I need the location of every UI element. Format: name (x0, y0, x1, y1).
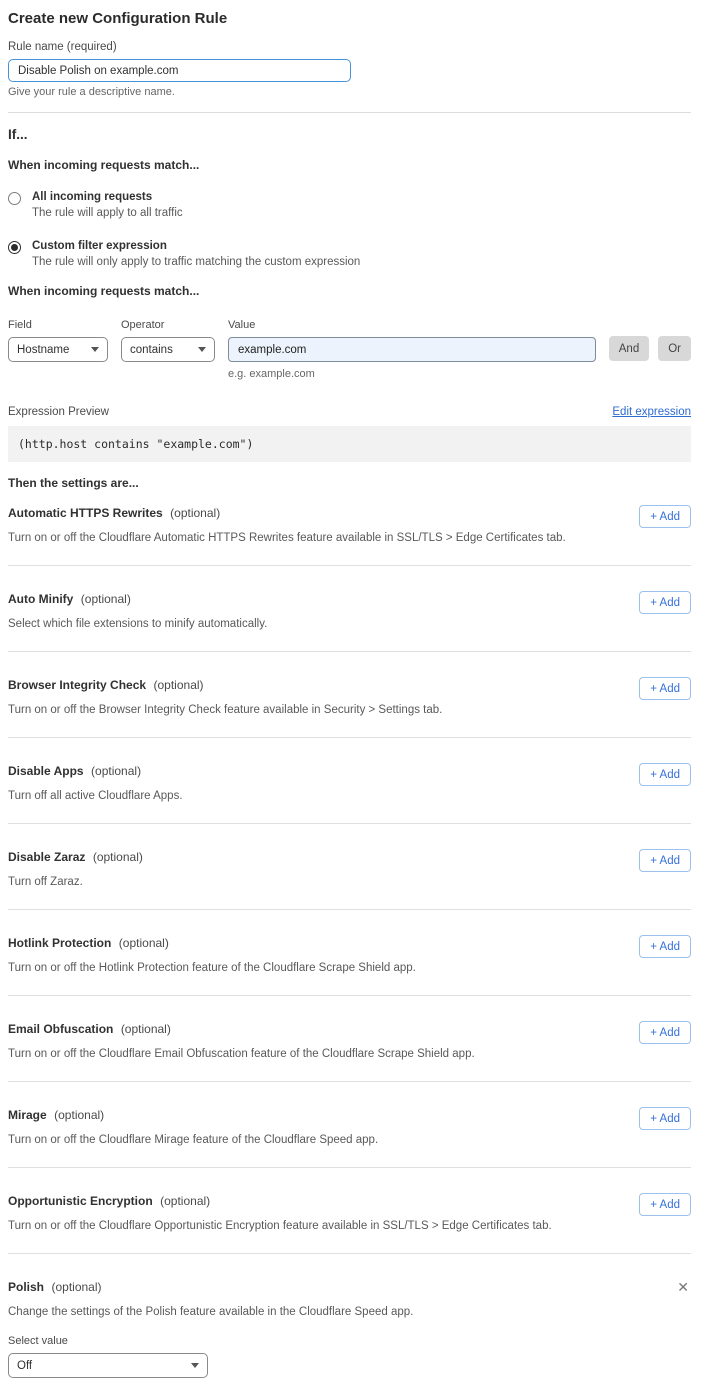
setting-title: Email Obfuscation (optional) (8, 1022, 171, 1036)
incoming-requests-match-heading: When incoming requests match... (8, 158, 200, 172)
rule-name-label: Rule name (required) (8, 41, 117, 53)
radio-option-description: The rule will only apply to traffic matching the custom expression (32, 256, 361, 268)
if-heading: If... (8, 127, 28, 142)
setting-title: Automatic HTTPS Rewrites (optional) (8, 506, 221, 520)
setting-title: Mirage (optional) (8, 1108, 105, 1122)
value-hint: e.g. example.com (228, 368, 315, 380)
radio-option-description: The rule will apply to all traffic (32, 207, 183, 219)
field-label: Field (8, 319, 32, 331)
setting-title: Disable Zaraz (optional) (8, 850, 143, 864)
add-button[interactable]: + Add (639, 1021, 691, 1044)
setting-title: Auto Minify (optional) (8, 592, 131, 606)
add-button[interactable]: + Add (639, 505, 691, 528)
add-button[interactable]: + Add (639, 935, 691, 958)
setting-row-mirage (8, 1082, 691, 1168)
setting-row-disable-zaraz (8, 824, 691, 910)
chevron-down-icon (91, 347, 99, 352)
setting-title: Disable Apps (optional) (8, 764, 142, 778)
setting-row-disable-apps (8, 738, 691, 824)
chevron-down-icon (198, 347, 206, 352)
and-button[interactable]: And (609, 336, 649, 361)
add-button[interactable]: + Add (639, 591, 691, 614)
close-icon[interactable]: ✕ (677, 1279, 689, 1295)
radio-option-label: All incoming requests (32, 191, 153, 203)
add-button[interactable]: + Add (639, 1193, 691, 1216)
field-select-value: Hostname (17, 343, 70, 356)
or-button[interactable]: Or (658, 336, 691, 361)
edit-expression-link[interactable]: Edit expression (612, 406, 691, 418)
setting-title: Polish (optional) (8, 1280, 102, 1294)
select-value-label: Select value (8, 1335, 68, 1347)
expression-builder-row (8, 319, 691, 380)
add-button[interactable]: + Add (639, 849, 691, 872)
setting-row-polish (8, 1254, 691, 1378)
setting-description: Turn on or off the Hotlink Protection feature of the Cloudflare Scrape Shield app. (8, 962, 416, 974)
operator-select-value: contains (130, 343, 173, 356)
setting-description: Turn on or off the Browser Integrity Check feature available in Security > Settings tab. (8, 704, 443, 716)
setting-description: Select which file extensions to minify automatically. (8, 618, 268, 630)
rule-name-input[interactable] (8, 59, 351, 82)
expression-preview-label: Expression Preview (8, 406, 109, 418)
setting-title: Browser Integrity Check (optional) (8, 678, 204, 692)
operator-label: Operator (121, 319, 165, 331)
setting-row-email-obfuscation (8, 996, 691, 1082)
setting-row-hotlink-protection (8, 910, 691, 996)
add-button[interactable]: + Add (639, 763, 691, 786)
setting-description: Turn off Zaraz. (8, 876, 83, 888)
setting-row-browser-integrity-check (8, 652, 691, 738)
radio-option-label: Custom filter expression (32, 240, 167, 252)
add-button[interactable]: + Add (639, 1107, 691, 1130)
setting-row-auto-minify (8, 566, 691, 652)
value-input[interactable] (228, 337, 596, 362)
setting-title: Opportunistic Encryption (optional) (8, 1194, 211, 1208)
setting-row-automatic-https-rewrites (8, 490, 691, 566)
page-title: Create new Configuration Rule (8, 10, 228, 27)
section-divider (8, 112, 691, 113)
chevron-down-icon (191, 1363, 199, 1368)
radio-custom-filter-expression[interactable] (8, 241, 21, 254)
setting-description: Turn on or off the Cloudflare Mirage feature of the Cloudflare Speed app. (8, 1134, 379, 1146)
expression-builder-heading: When incoming requests match... (8, 284, 200, 298)
polish-select-value: Off (17, 1359, 33, 1372)
polish-value-select[interactable] (8, 1353, 208, 1378)
radio-all-incoming-requests[interactable] (8, 192, 21, 205)
setting-description: Change the settings of the Polish feature available in the Cloudflare Speed app. (8, 1306, 414, 1318)
value-label: Value (228, 319, 256, 331)
setting-row-opportunistic-encryption (8, 1168, 691, 1254)
setting-description: Turn on or off the Cloudflare Email Obfuscation feature of the Cloudflare Scrape Shield app. (8, 1048, 475, 1060)
setting-title: Hotlink Protection (optional) (8, 936, 169, 950)
setting-description: Turn on or off the Cloudflare Opportunistic Encryption feature available in SSL/TLS > Edge Certificates tab. (8, 1220, 552, 1232)
add-button[interactable]: + Add (639, 677, 691, 700)
settings-heading: Then the settings are... (8, 476, 139, 490)
radio-option-all-incoming-requests[interactable] (8, 191, 691, 219)
operator-select[interactable] (121, 337, 215, 362)
radio-option-custom-filter-expression[interactable] (8, 240, 691, 268)
setting-description: Turn on or off the Cloudflare Automatic HTTPS Rewrites feature available in SSL/TLS > Edge Certificates tab. (8, 532, 566, 544)
field-select[interactable] (8, 337, 108, 362)
expression-preview-code: (http.host contains "example.com") (8, 426, 691, 462)
rule-name-help: Give your rule a descriptive name. (8, 86, 175, 98)
setting-description: Turn off all active Cloudflare Apps. (8, 790, 183, 802)
